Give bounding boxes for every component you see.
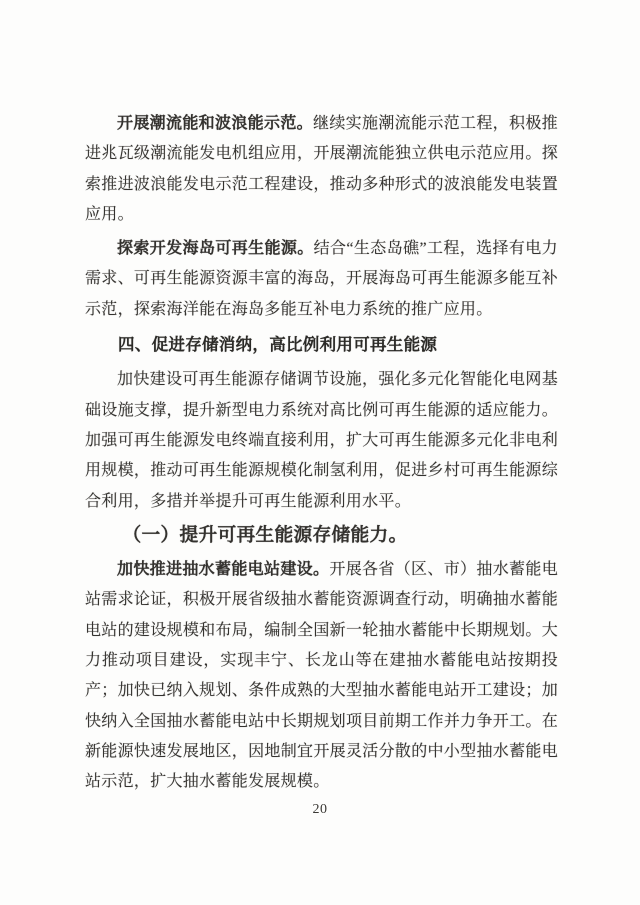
paragraph-text: 加快建设可再生能源存储调节设施，强化多元化智能化电网基础设施支撑，提升新型电力系统对高比例可再生能源的适应能力。加强可再生能源发电终端直接利用，扩大可再生能源多元化非电利用规模，推动可再生能源规模化制氢利用，促进乡村可再生能源综合利用，多措并举提升可再生能源利用水平。 [85, 371, 558, 510]
page-number: 20 [312, 802, 328, 817]
subsection-heading: （一）提升可再生能源存储能力。 [122, 524, 408, 546]
paragraph-text: 继续实施潮流能示范工程，积极推进兆瓦级潮流能发电机组应用，开展潮流能独立供电示范应用。探索推进波浪能发电示范工程建设，推动多种形式的波浪能发电装置应用。 [85, 115, 558, 223]
paragraph-lead: 开展潮流能和波浪能示范。 [117, 115, 314, 132]
section-heading: 四、促进存储消纳，高比例利用可再生能源 [118, 335, 438, 355]
paragraph-text: 结合“生态岛礁”工程，选择有电力需求、可再生能源资源丰富的海岛，开展海岛可再生能源多能互补示范，探索海洋能在海岛多能互补电力系统的推广应用。 [85, 240, 558, 318]
document-body [85, 105, 558, 802]
paragraph [85, 365, 558, 516]
paragraph-lead: 加快推进抽水蓄能电站建设。 [117, 561, 330, 579]
paragraph [85, 555, 558, 797]
paragraph [85, 234, 558, 325]
paragraph-lead: 探索开发海岛可再生能源。 [117, 240, 314, 258]
paragraph-text: 开展各省（区、市）抽水蓄能电站需求论证，积极开展省级抽水蓄能资源调查行动，明确抽水蓄能电站的建设规模和布局，编制全国新一轮抽水蓄能中长期规划。大力推动项目建设，实现丰宁、长龙山等在建抽水蓄能电站按期投产；加快已纳入规划、条件成熟的大型抽水蓄能电站开工建设；加快纳入全国抽水蓄能电站中长期规划项目前期工作并力争开工。在新能源快速发展地区，因地制宜开展灵活分散的中小型抽水蓄能电站示范，扩大抽水蓄能发展规模。 [85, 561, 559, 791]
paragraph [85, 109, 558, 230]
